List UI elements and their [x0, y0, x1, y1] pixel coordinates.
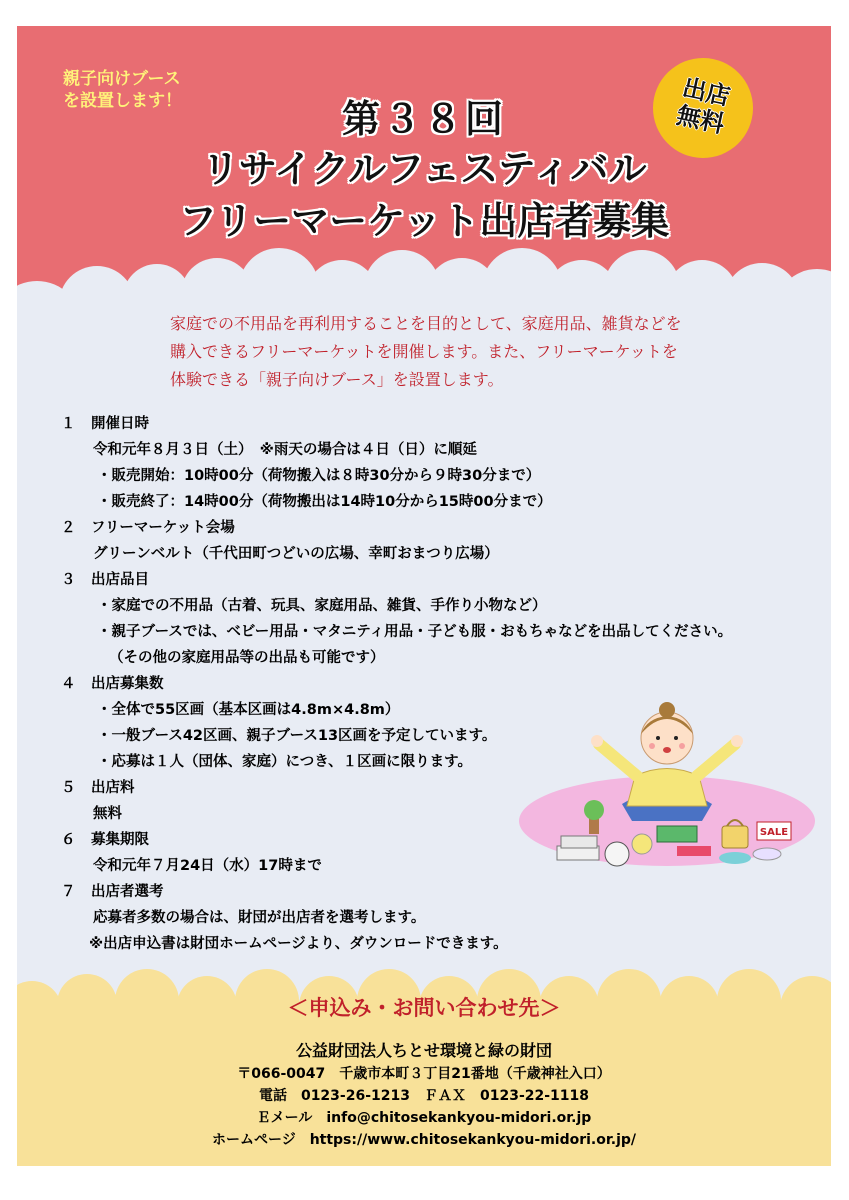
section-line: ・一般ブース42区画、親子ブース13区画を予定しています。: [97, 728, 497, 744]
section-number: １: [61, 416, 76, 432]
section-1-heading: [61, 412, 149, 433]
section-number: ５: [61, 780, 76, 796]
section-line: 令和元年７月24日（水）17時まで: [93, 858, 322, 874]
section-title: フリーマーケット会場: [91, 520, 235, 536]
note-line-1: 親子向けブース: [63, 69, 181, 89]
phone-fax: 電話 0123-26-1213 ＦＡＸ 0123-22-1118: [258, 1088, 590, 1104]
intro-text: [170, 310, 682, 394]
note-line-2: を設置します！: [63, 91, 182, 111]
section-5-heading: [61, 776, 135, 797]
intro-line: 家庭での不用品を再利用することを目的として、家庭用品、雑貨などを: [170, 314, 682, 333]
section-title: 出店品目: [91, 572, 149, 588]
address: 〒066-0047 千歳市本町３丁目21番地（千歳神社入口）: [237, 1066, 611, 1082]
section-line: ・販売終了：14時00分（荷物搬出は14時10分から15時00分まで）: [97, 494, 552, 510]
section-line: ・販売開始：10時00分（荷物搬入は８時30分から９時30分まで）: [97, 468, 541, 484]
section-line: ※出店申込書は財団ホームページより、ダウンロードできます。: [89, 936, 508, 952]
section-number: ６: [61, 832, 76, 848]
section-title: 募集期限: [91, 832, 149, 848]
section-number: ７: [61, 884, 76, 900]
title-recruitment: フリーマーケット出店者募集: [178, 199, 670, 243]
badge-line-2: 無料: [674, 101, 727, 139]
section-line: 令和元年８月３日（土） ※雨天の場合は４日（日）に順延: [93, 442, 477, 458]
section-3-heading: [61, 568, 149, 589]
email[interactable]: Ｅメール info@chitosekankyou-midori.or.jp: [256, 1110, 592, 1126]
sale-tag: SALE: [759, 827, 789, 838]
section-number: ２: [61, 520, 76, 536]
section-title: 出店募集数: [91, 676, 164, 692]
section-line: （その他の家庭用品等の出品も可能です）: [109, 650, 385, 666]
section-number: ３: [61, 572, 76, 588]
section-line: 応募者多数の場合は、財団が出店者を選考します。: [93, 910, 426, 926]
child-flea-market-illustration: [517, 676, 817, 876]
section-number: ４: [61, 676, 76, 692]
poster: [17, 26, 831, 1166]
homepage-link[interactable]: ホームページ https://www.chitosekankyou-midori.or.jp/: [211, 1132, 637, 1148]
section-line: ・応募は１人（団体、家庭）につき、１区画に限ります。: [97, 754, 472, 770]
contact-title: ＜申込み・お問い合わせ先＞: [287, 996, 561, 1020]
title-festival: リサイクルフェスティバル: [201, 147, 647, 191]
organization-name: 公益財団法人ちとせ環境と緑の財団: [295, 1041, 552, 1060]
section-6-heading: [61, 828, 149, 849]
section-title: 出店料: [91, 780, 135, 796]
section-title: 開催日時: [91, 416, 149, 432]
section-7-heading: [61, 880, 164, 901]
intro-line: 購入できるフリーマーケットを開催します。また、フリーマーケットを: [170, 342, 678, 361]
intro-line: 体験できる「親子向けブース」を設置します。: [170, 370, 504, 389]
badge-line-1: 出店: [679, 73, 733, 112]
section-line: グリーンベルト（千代田町つどいの広場、幸町おまつり広場）: [93, 546, 499, 562]
title-edition: 第３８回: [341, 97, 506, 141]
section-title: 出店者選考: [91, 884, 164, 900]
section-line: ・全体で55区画（基本区画は4.8m×4.8m）: [97, 702, 400, 718]
section-4-heading: [61, 672, 164, 693]
section-line: 無料: [93, 806, 122, 822]
section-line: ・家庭での不用品（古着、玩具、家庭用品、雑貨、手作り小物など）: [97, 598, 547, 614]
section-line: ・親子ブースでは、ベビー用品・マタニティ用品・子ども服・おもちゃなどを出品してください。: [97, 624, 733, 640]
section-2-heading: [61, 516, 235, 537]
